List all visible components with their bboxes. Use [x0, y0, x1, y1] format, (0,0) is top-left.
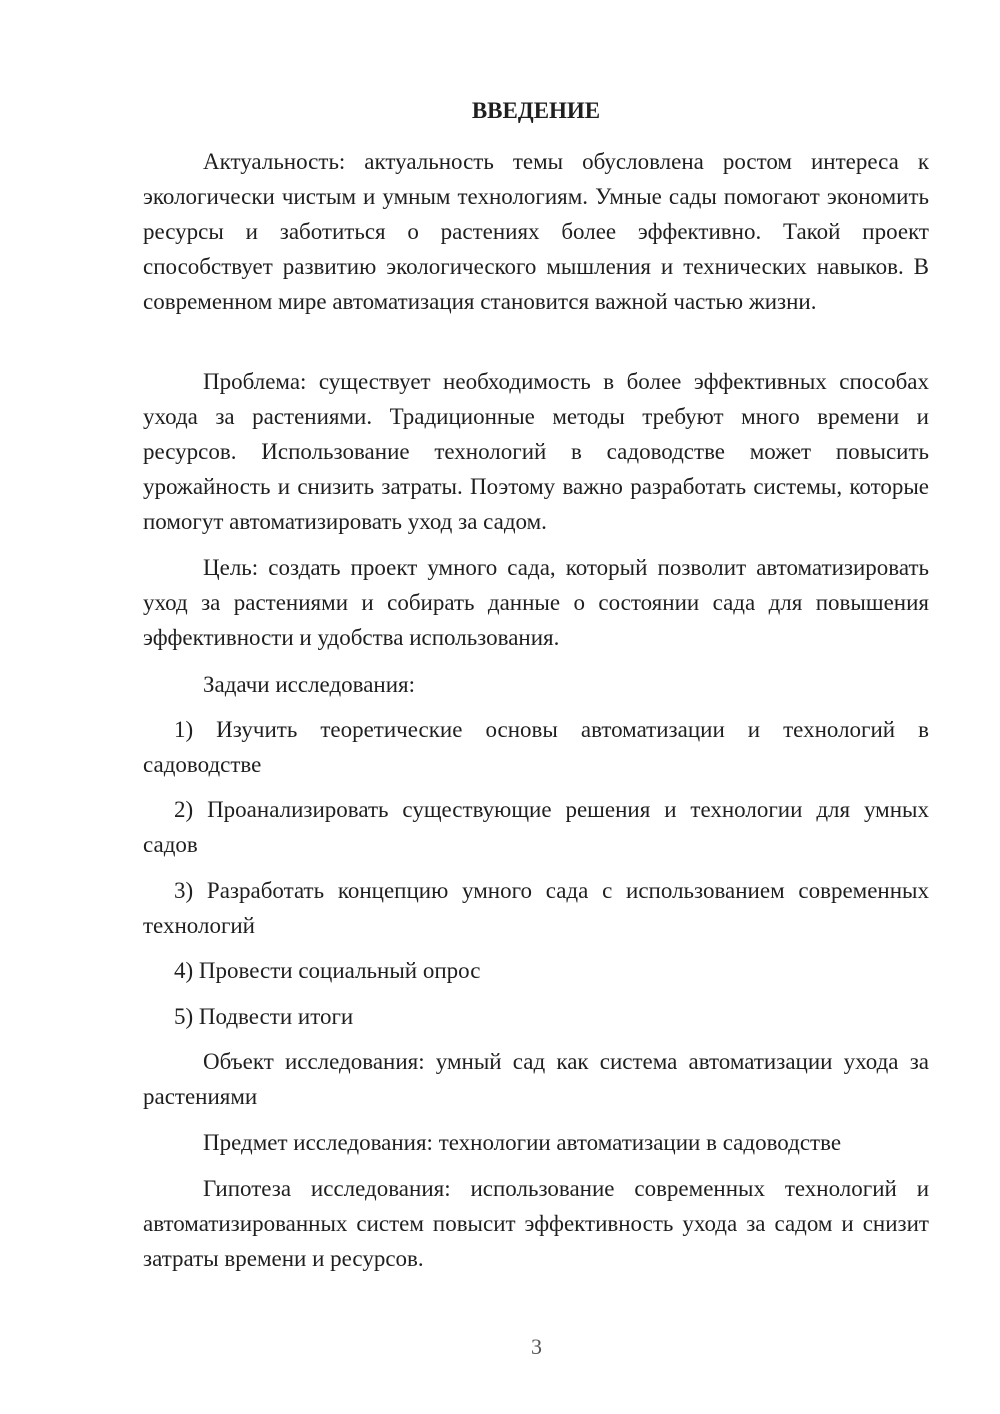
- page-title: ВВЕДЕНИЕ: [471, 98, 601, 123]
- paragraph-subject: Предмет исследования: технологии автоматизации в садоводстве: [203, 1130, 842, 1155]
- page-number: 3: [531, 1334, 542, 1359]
- task-item-4: 4) Провести социальный опрос: [174, 958, 481, 983]
- paragraph-relevance: Актуальность: актуальность темы обусловлена ростом интереса к экологически чистым и умным технологиям. Умные сады помогают экономить ресурсы и заботиться о растениях более эффективно. Такой проект способствует развитию экологического мышления и технических навыков. В современном мире автоматизация становится важной частью жизни.: [143, 149, 929, 314]
- task-item-2: 2) Проанализировать существующие решения и технологии для умных садов: [143, 797, 929, 857]
- task-item-1: 1) Изучить теоретические основы автоматизации и технологий в садоводстве: [143, 717, 929, 777]
- paragraph-goal: Цель: создать проект умного сада, который позволит автоматизировать уход за растениями и собирать данные о состоянии сада для повышения эффективности и удобства использования.: [143, 555, 929, 650]
- task-item-3: 3) Разработать концепцию умного сада с использованием современных технологий: [143, 878, 929, 938]
- task-item-5: 5) Подвести итоги: [174, 1004, 354, 1029]
- paragraph-object: Объект исследования: умный сад как система автоматизации ухода за растениями: [143, 1049, 929, 1109]
- tasks-heading: Задачи исследования:: [203, 672, 416, 697]
- paragraph-hypothesis: Гипотеза исследования: использование современных технологий и автоматизированных систем повысит эффективность ухода за садом и снизит затраты времени и ресурсов.: [143, 1176, 929, 1271]
- paragraph-problem: Проблема: существует необходимость в более эффективных способах ухода за растениями. Традиционные методы требуют много времени и ресурсов. Использование технологий в садоводстве может повысить урожайность и снизить затраты. Поэтому важно разработать системы, которые помогут автоматизировать уход за садом.: [143, 369, 929, 534]
